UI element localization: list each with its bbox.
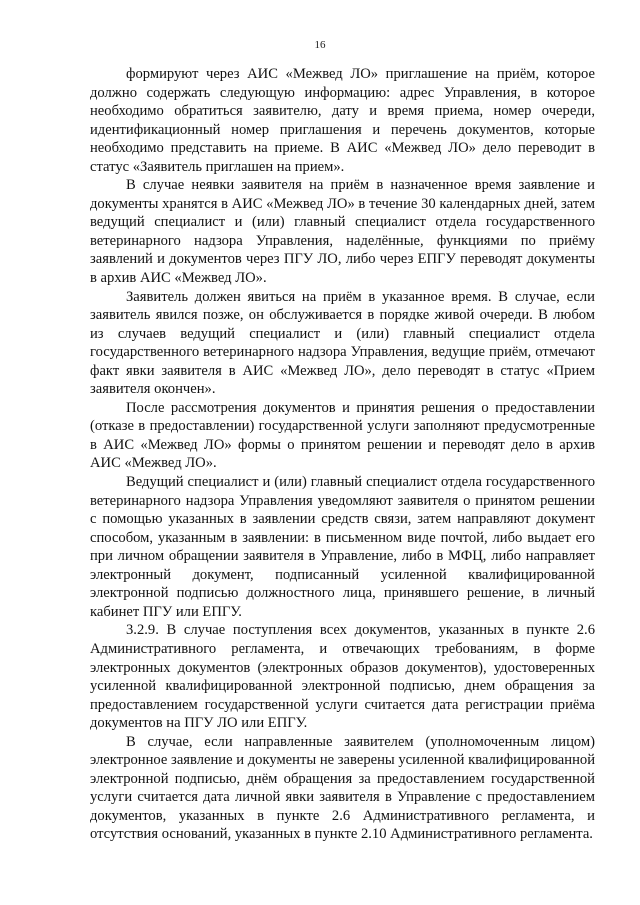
- paragraph-decision-forms: После рассмотрения документов и принятия решения о предоставлении (отказе в предоставлении) государственной услуги заполняют предусмотренные в АИС «Межвед ЛО» формы о принятом решении и переводят дело в архив АИС «Межвед ЛО».: [90, 399, 595, 472]
- paragraph-appearance: Заявитель должен явиться на приём в указанное время. В случае, если заявитель явился позже, он обслуживается в порядке живой очереди. В любом из случаев ведущий специалист и (или) главный специалист отдела государственного ветеринарного надзора Управления, ведущие приём, отмечают факт явки заявителя в АИС «Межвед ЛО», дело переводят в статус «Прием заявителя окончен».: [90, 288, 595, 398]
- document-body: [90, 65, 595, 844]
- paragraph-no-show: В случае неявки заявителя на приём в назначенное время заявление и документы хранятся в АИС «Межвед ЛО» в течение 30 календарных дней, затем ведущий специалист и (или) главный специалист отдела государственного ветеринарного надзора Управления, наделённые, функциями по приёму заявлений и документов через ПГУ ЛО, либо через ЕПГУ переводят документы в архив АИС «Межвед ЛО».: [90, 177, 595, 287]
- paragraph-3-2-9: 3.2.9. В случае поступления всех документов, указанных в пункте 2.6 Административного регламента, и отвечающих требованиям, в форме электронных документов (электронных образов документов), удостоверенных усиленной квалифицированной электронной подписью, днем обращения за предоставлением государственной услуги считается дата регистрации приёма документов на ПГУ ЛО или ЕПГУ.: [90, 622, 595, 732]
- paragraph-notification: Ведущий специалист и (или) главный специалист отдела государственного ветеринарного надзора Управления уведомляют заявителя о принятом решении с помощью указанных в заявлении средств связи, затем направляют документ способом, указанным в заявлении: в письменном виде почтой, либо выдает его при личном обращении заявителя в Управление, либо в МФЦ, либо направляет электронный документ, подписанный усиленной квалифицированной электронной подписью должностного лица, принявшего решение, в личный кабинет ПГУ или ЕПГУ.: [90, 474, 595, 620]
- paragraph-invitation: формируют через АИС «Межвед ЛО» приглашение на приём, которое должно содержать следующую информацию: адрес Управления, в которое необходимо обратиться заявителю, дату и время приема, номер очереди, идентификационный номер приглашения и перечень документов, которые необходимо представить на приеме. В АИС «Межвед ЛО» дело переводит в статус «Заявитель приглашен на прием».: [90, 66, 595, 175]
- paragraph-unsigned-documents: В случае, если направленные заявителем (уполномоченным лицом) электронное заявление и документы не заверены усиленной квалифицированной электронной подписью, днём обращения за предоставлением государственной услуги считается дата личной явки заявителя в Управление с предоставлением документов, указанных в пункте 2.6 Административного регламента, и отсутствия оснований, указанных в пункте 2.10 Административного регламента.: [90, 733, 595, 843]
- page-number: 16: [314, 39, 326, 51]
